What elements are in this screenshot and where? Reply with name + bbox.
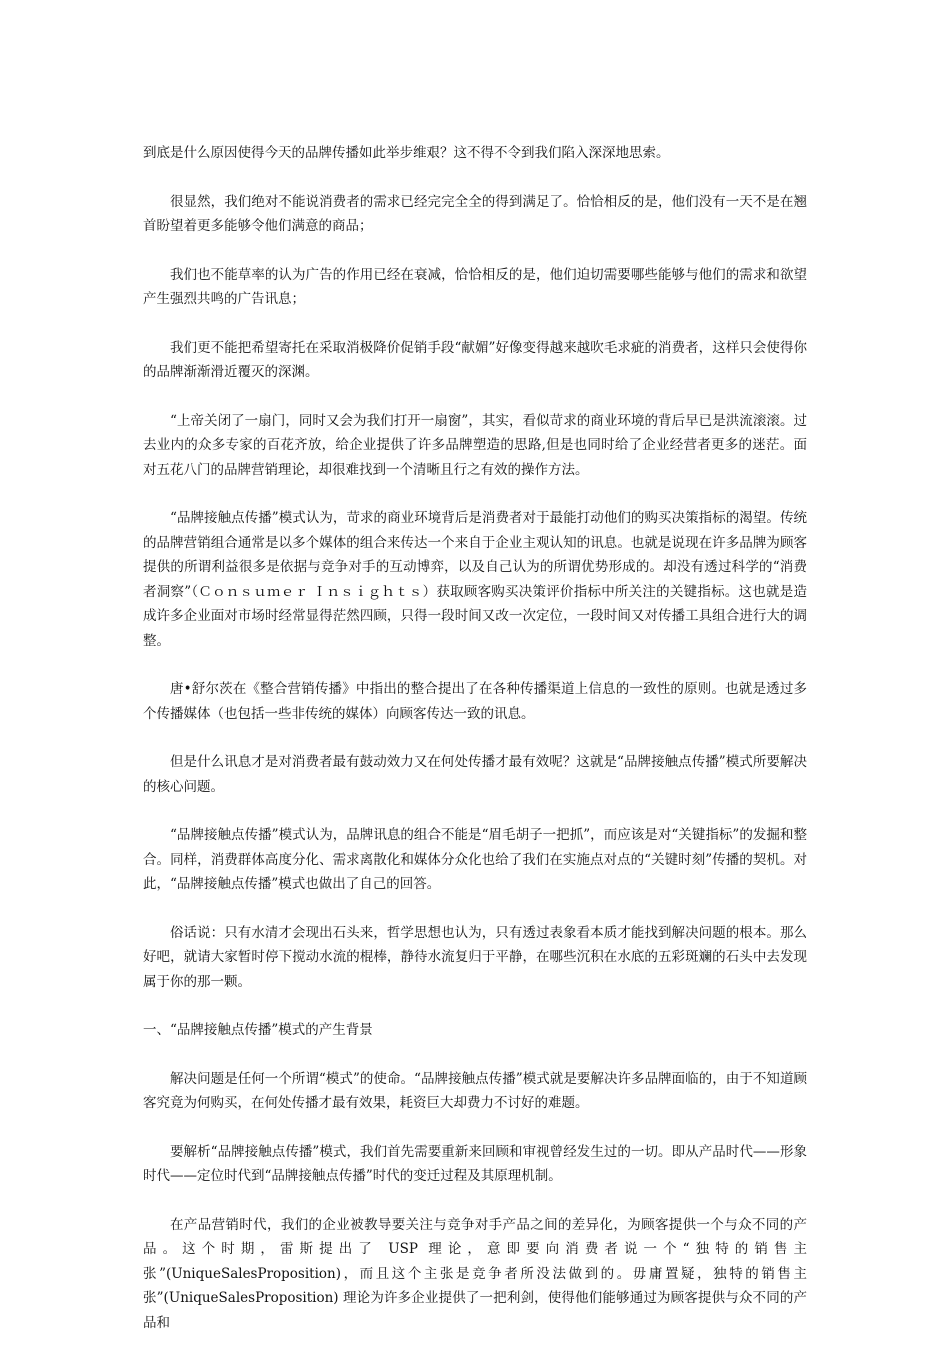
paragraph-4: 我们更不能把希望寄托在采取消极降价促销手段“献媚”好像变得越来越吹毛求疵的消费者，这样只会使得你的品牌渐渐滑近覆灭的深渊。 [143,339,807,380]
paragraph-3: 我们也不能草率的认为广告的作用已经在衰减，恰恰相反的是，他们迫切需要哪些能够与他们的需求和欲望产生强烈共鸣的广告讯息； [143,266,807,307]
paragraph-12: 要解析“品牌接触点传播”模式，我们首先需要重新来回顾和审视曾经发生过的一切。即从产品时代——形象时代——定位时代到“品牌接触点传播”时代的变迁过程及其原理机制。 [143,1143,807,1184]
paragraph-6: “品牌接触点传播”模式认为，苛求的商业环境背后是消费者对于最能打动他们的购买决策指标的渴望。传统的品牌营销组合通常是以多个媒体的组合来传达一个来自于企业主观认知的讯息。也就是说现在许多品牌为顾客提供的所谓利益很多是依据与竞争对手的互动博弈，以及自己认为的所谓优势形成的。却没有透过科学的“消费者洞察”（Ｃｏｎｓｕｍｅｒ Ｉｎｓｉｇｈｔｓ）获取顾客购买决策评价指标中所关注的关键指标。这也就是造成许多企业面对市场时经常显得茫然四顾，只得一段时间又改一次定位，一段时间又对传播工具组合进行大的调整。 [143,510,807,649]
paragraph-9: “品牌接触点传播”模式认为，品牌讯息的组合不能是“眉毛胡子一把抓”，而应该是对“关键指标”的发掘和整合。同样，消费群体高度分化、需求离散化和媒体分众化也给了我们在实施点对点的“关键时刻”传播的契机。对此，“品牌接触点传播”模式也做出了自己的回答。 [143,827,807,892]
paragraph-10: 俗话说：只有水清才会现出石头来，哲学思想也认为，只有透过表象看本质才能找到解决问题的根本。那么好吧，就请大家暂时停下搅动水流的棍棒，静待水流复归于平静，在哪些沉积在水底的五彩斑斓的石头中去发现属于你的那一颗。 [143,924,807,990]
section-heading: 一、“品牌接触点传播”模式的产生背景 [143,1022,373,1038]
paragraph-11: 解决问题是任何一个所谓“模式”的使命。“品牌接触点传播”模式就是要解决许多品牌面临的，由于不知道顾客究竟为何购买，在何处传播才最有效果，耗资巨大却费力不讨好的难题。 [143,1070,807,1111]
paragraph-8: 但是什么讯息才是对消费者最有鼓动效力又在何处传播才最有效呢？这就是“品牌接触点传播”模式所要解决的核心问题。 [143,754,807,795]
document-page [143,141,807,1359]
paragraph-13: 在产品营销时代，我们的企业被教导要关注与竞争对手产品之间的差异化，为顾客提供一个与众不同的产品。这个时期，雷斯提出了 USP 理论，意即要向消费者说一个“独特的销售主张”(UniqueSalesProposition)，而且这个主张是竞争者所没法做到的。毋庸置疑，独特的销售主张”(UniqueSalesProposition) 理论为许多企业提供了一把利剑，使得他们能够通过为顾客提供与众不同的产品和 [143,1216,807,1331]
paragraph-2: 很显然，我们绝对不能说消费者的需求已经完完全全的得到满足了。恰恰相反的是，他们没有一天不是在翘首盼望着更多能够令他们满意的商品； [143,193,807,234]
paragraph-1: 到底是什么原因使得今天的品牌传播如此举步维艰？这不得不令到我们陷入深深地思索。 [143,145,670,161]
paragraph-7: 唐•舒尔茨在《整合营销传播》中指出的整合提出了在各种传播渠道上信息的一致性的原则。也就是透过多个传播媒体（也包括一些非传统的媒体）向顾客传达一致的讯息。 [143,681,807,722]
paragraph-5: “上帝关闭了一扇门，同时又会为我们打开一扇窗”，其实，看似苛求的商业环境的背后早已是洪流滚滚。过去业内的众多专家的百花齐放，给企业提供了许多品牌塑造的思路,但是也同时给了企业经营者更多的迷茫。面对五花八门的品牌营销理论，却很难找到一个清晰且行之有效的操作方法。 [143,412,807,478]
